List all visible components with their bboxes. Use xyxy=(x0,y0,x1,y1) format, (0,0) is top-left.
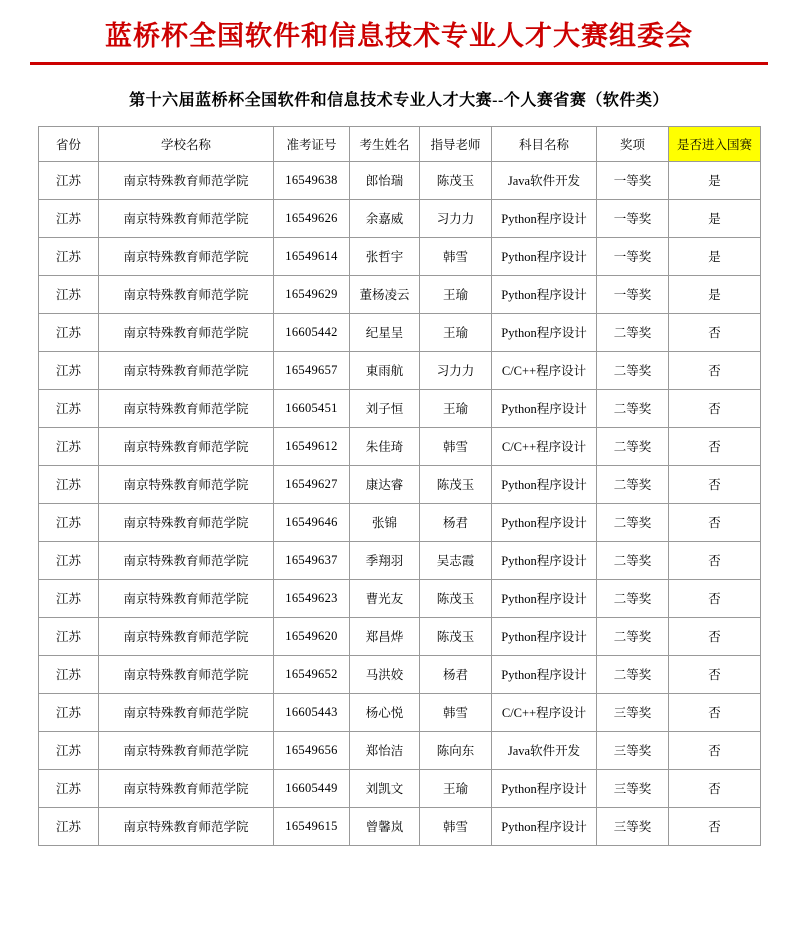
cell-subject: C/C++程序设计 xyxy=(492,693,597,731)
cell-school: 南京特殊教育师范学院 xyxy=(99,351,274,389)
cell-award: 二等奖 xyxy=(597,541,669,579)
cell-national: 否 xyxy=(669,351,761,389)
cell-subject: Python程序设计 xyxy=(492,389,597,427)
table-header xyxy=(39,126,761,161)
table-header-row xyxy=(39,126,761,161)
cell-ticket: 16605442 xyxy=(274,313,350,351)
cell-subject: Python程序设计 xyxy=(492,655,597,693)
cell-national: 否 xyxy=(669,465,761,503)
cell-ticket: 16549629 xyxy=(274,275,350,313)
cell-teacher: 韩雪 xyxy=(420,807,492,845)
cell-award: 三等奖 xyxy=(597,731,669,769)
cell-award: 二等奖 xyxy=(597,579,669,617)
cell-national: 否 xyxy=(669,313,761,351)
cell-student: 刘子恒 xyxy=(350,389,420,427)
table-row xyxy=(39,731,761,769)
cell-subject: Python程序设计 xyxy=(492,769,597,807)
table-row xyxy=(39,503,761,541)
table-row xyxy=(39,199,761,237)
cell-school: 南京特殊教育师范学院 xyxy=(99,389,274,427)
cell-teacher: 习力力 xyxy=(420,351,492,389)
cell-ticket: 16549612 xyxy=(274,427,350,465)
cell-student: 康达睿 xyxy=(350,465,420,503)
cell-province: 江苏 xyxy=(39,541,99,579)
cell-province: 江苏 xyxy=(39,807,99,845)
cell-national: 否 xyxy=(669,617,761,655)
cell-national: 否 xyxy=(669,427,761,465)
cell-student: 刘凯文 xyxy=(350,769,420,807)
document-subtitle: 第十六届蓝桥杯全国软件和信息技术专业人才大赛--个人赛省赛（软件类） xyxy=(129,91,669,109)
cell-teacher: 陈向东 xyxy=(420,731,492,769)
table-row xyxy=(39,275,761,313)
cell-school: 南京特殊教育师范学院 xyxy=(99,161,274,199)
cell-ticket: 16605443 xyxy=(274,693,350,731)
table-body xyxy=(39,161,761,845)
cell-province: 江苏 xyxy=(39,617,99,655)
cell-teacher: 陈茂玉 xyxy=(420,579,492,617)
cell-subject: C/C++程序设计 xyxy=(492,427,597,465)
cell-school: 南京特殊教育师范学院 xyxy=(99,275,274,313)
cell-award: 三等奖 xyxy=(597,807,669,845)
cell-student: 张锦 xyxy=(350,503,420,541)
cell-teacher: 陈茂玉 xyxy=(420,617,492,655)
cell-student: 余嘉威 xyxy=(350,199,420,237)
cell-student: 郑怡洁 xyxy=(350,731,420,769)
cell-national: 否 xyxy=(669,541,761,579)
cell-subject: C/C++程序设计 xyxy=(492,351,597,389)
cell-teacher: 陈茂玉 xyxy=(420,465,492,503)
cell-subject: Java软件开发 xyxy=(492,161,597,199)
cell-school: 南京特殊教育师范学院 xyxy=(99,313,274,351)
cell-student: 纪星呈 xyxy=(350,313,420,351)
cell-award: 一等奖 xyxy=(597,161,669,199)
cell-teacher: 韩雪 xyxy=(420,237,492,275)
cell-province: 江苏 xyxy=(39,769,99,807)
cell-award: 二等奖 xyxy=(597,427,669,465)
cell-national: 否 xyxy=(669,579,761,617)
cell-award: 一等奖 xyxy=(597,237,669,275)
cell-ticket: 16549652 xyxy=(274,655,350,693)
cell-student: 杨心悦 xyxy=(350,693,420,731)
column-header-student: 考生姓名 xyxy=(350,126,420,161)
cell-ticket: 16605449 xyxy=(274,769,350,807)
cell-province: 江苏 xyxy=(39,655,99,693)
cell-student: 董杨凌云 xyxy=(350,275,420,313)
cell-subject: Python程序设计 xyxy=(492,199,597,237)
cell-province: 江苏 xyxy=(39,161,99,199)
document-page xyxy=(0,20,798,932)
cell-award: 一等奖 xyxy=(597,199,669,237)
cell-ticket: 16549620 xyxy=(274,617,350,655)
cell-ticket: 16549626 xyxy=(274,199,350,237)
cell-subject: Python程序设计 xyxy=(492,503,597,541)
table-row xyxy=(39,351,761,389)
cell-ticket: 16549656 xyxy=(274,731,350,769)
cell-teacher: 王瑜 xyxy=(420,313,492,351)
cell-student: 郑昌烨 xyxy=(350,617,420,655)
table-row xyxy=(39,389,761,427)
cell-subject: Python程序设计 xyxy=(492,465,597,503)
cell-school: 南京特殊教育师范学院 xyxy=(99,693,274,731)
table-row xyxy=(39,579,761,617)
cell-award: 二等奖 xyxy=(597,351,669,389)
cell-national: 否 xyxy=(669,807,761,845)
cell-award: 二等奖 xyxy=(597,389,669,427)
cell-school: 南京特殊教育师范学院 xyxy=(99,237,274,275)
table-row xyxy=(39,541,761,579)
cell-national: 否 xyxy=(669,655,761,693)
cell-award: 一等奖 xyxy=(597,275,669,313)
cell-school: 南京特殊教育师范学院 xyxy=(99,579,274,617)
results-table xyxy=(38,126,761,846)
cell-ticket: 16549615 xyxy=(274,807,350,845)
cell-award: 二等奖 xyxy=(597,503,669,541)
cell-teacher: 习力力 xyxy=(420,199,492,237)
cell-province: 江苏 xyxy=(39,199,99,237)
column-header-teacher: 指导老师 xyxy=(420,126,492,161)
cell-teacher: 王瑜 xyxy=(420,389,492,427)
cell-ticket: 16549627 xyxy=(274,465,350,503)
column-header-province: 省份 xyxy=(39,126,99,161)
cell-ticket: 16549638 xyxy=(274,161,350,199)
cell-student: 曾馨岚 xyxy=(350,807,420,845)
cell-award: 二等奖 xyxy=(597,313,669,351)
cell-ticket: 16549623 xyxy=(274,579,350,617)
cell-province: 江苏 xyxy=(39,275,99,313)
column-header-ticket: 准考证号 xyxy=(274,126,350,161)
cell-national: 是 xyxy=(669,199,761,237)
results-table-wrap xyxy=(38,126,760,846)
table-row xyxy=(39,807,761,845)
cell-ticket: 16549657 xyxy=(274,351,350,389)
cell-teacher: 王瑜 xyxy=(420,275,492,313)
cell-subject: Python程序设计 xyxy=(492,541,597,579)
column-header-national: 是否进入国赛 xyxy=(669,126,761,161)
table-row xyxy=(39,237,761,275)
cell-student: 马洪姣 xyxy=(350,655,420,693)
cell-student: 张哲宇 xyxy=(350,237,420,275)
cell-teacher: 杨君 xyxy=(420,655,492,693)
cell-award: 二等奖 xyxy=(597,465,669,503)
cell-national: 是 xyxy=(669,161,761,199)
cell-award: 三等奖 xyxy=(597,693,669,731)
cell-school: 南京特殊教育师范学院 xyxy=(99,655,274,693)
cell-subject: Python程序设计 xyxy=(492,275,597,313)
cell-province: 江苏 xyxy=(39,313,99,351)
cell-teacher: 韩雪 xyxy=(420,427,492,465)
cell-province: 江苏 xyxy=(39,579,99,617)
cell-subject: Python程序设计 xyxy=(492,579,597,617)
cell-school: 南京特殊教育师范学院 xyxy=(99,769,274,807)
cell-teacher: 韩雪 xyxy=(420,693,492,731)
cell-ticket: 16549637 xyxy=(274,541,350,579)
cell-national: 否 xyxy=(669,389,761,427)
cell-school: 南京特殊教育师范学院 xyxy=(99,503,274,541)
column-header-subject: 科目名称 xyxy=(492,126,597,161)
cell-award: 二等奖 xyxy=(597,655,669,693)
cell-student: 曹光友 xyxy=(350,579,420,617)
cell-subject: Python程序设计 xyxy=(492,237,597,275)
cell-ticket: 16605451 xyxy=(274,389,350,427)
cell-province: 江苏 xyxy=(39,503,99,541)
table-row xyxy=(39,161,761,199)
cell-national: 是 xyxy=(669,275,761,313)
table-row xyxy=(39,427,761,465)
cell-province: 江苏 xyxy=(39,465,99,503)
cell-national: 否 xyxy=(669,693,761,731)
cell-national: 否 xyxy=(669,503,761,541)
cell-teacher: 杨君 xyxy=(420,503,492,541)
cell-student: 季翔羽 xyxy=(350,541,420,579)
table-row xyxy=(39,693,761,731)
cell-national: 否 xyxy=(669,731,761,769)
banner-title: 蓝桥杯全国软件和信息技术专业人才大赛组委会 xyxy=(105,21,693,51)
cell-student: 東雨航 xyxy=(350,351,420,389)
cell-school: 南京特殊教育师范学院 xyxy=(99,199,274,237)
cell-school: 南京特殊教育师范学院 xyxy=(99,541,274,579)
cell-award: 二等奖 xyxy=(597,617,669,655)
cell-school: 南京特殊教育师范学院 xyxy=(99,807,274,845)
cell-school: 南京特殊教育师范学院 xyxy=(99,617,274,655)
table-row xyxy=(39,465,761,503)
cell-teacher: 陈茂玉 xyxy=(420,161,492,199)
table-row xyxy=(39,655,761,693)
table-row xyxy=(39,769,761,807)
cell-subject: Python程序设计 xyxy=(492,807,597,845)
table-row xyxy=(39,313,761,351)
cell-subject: Python程序设计 xyxy=(492,617,597,655)
cell-national: 否 xyxy=(669,769,761,807)
cell-teacher: 吴志霞 xyxy=(420,541,492,579)
cell-school: 南京特殊教育师范学院 xyxy=(99,427,274,465)
cell-subject: Java软件开发 xyxy=(492,731,597,769)
cell-school: 南京特殊教育师范学院 xyxy=(99,465,274,503)
cell-province: 江苏 xyxy=(39,731,99,769)
column-header-school: 学校名称 xyxy=(99,126,274,161)
cell-national: 是 xyxy=(669,237,761,275)
cell-province: 江苏 xyxy=(39,389,99,427)
cell-ticket: 16549646 xyxy=(274,503,350,541)
cell-award: 三等奖 xyxy=(597,769,669,807)
cell-province: 江苏 xyxy=(39,237,99,275)
column-header-award: 奖项 xyxy=(597,126,669,161)
cell-province: 江苏 xyxy=(39,693,99,731)
cell-school: 南京特殊教育师范学院 xyxy=(99,731,274,769)
cell-ticket: 16549614 xyxy=(274,237,350,275)
cell-province: 江苏 xyxy=(39,351,99,389)
table-row xyxy=(39,617,761,655)
cell-province: 江苏 xyxy=(39,427,99,465)
document-banner xyxy=(30,20,768,65)
cell-teacher: 王瑜 xyxy=(420,769,492,807)
cell-student: 朱佳琦 xyxy=(350,427,420,465)
cell-subject: Python程序设计 xyxy=(492,313,597,351)
cell-student: 郎怡瑞 xyxy=(350,161,420,199)
